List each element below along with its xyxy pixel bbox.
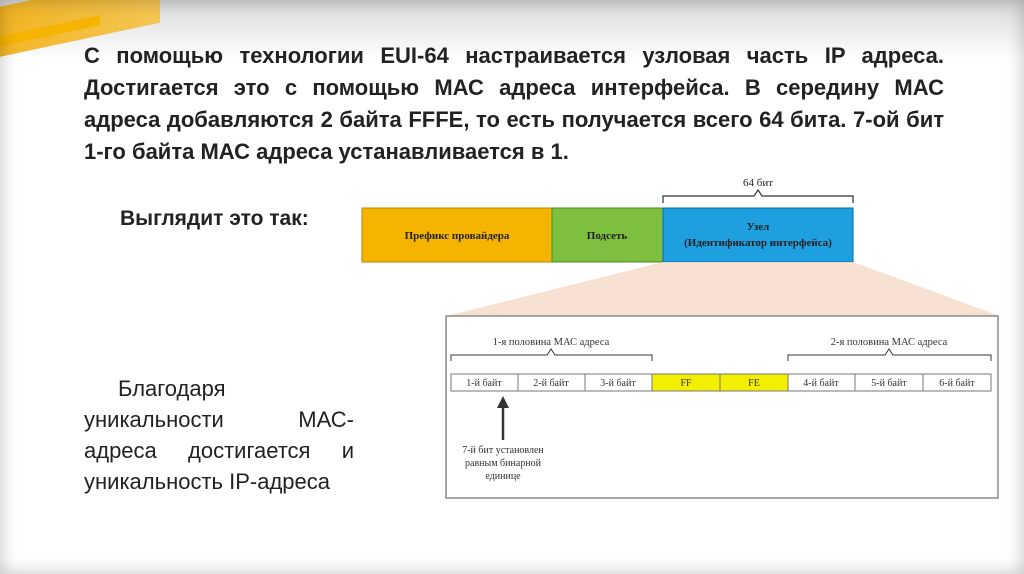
- segment-provider-label: Префикс провайдера: [404, 230, 510, 242]
- arrow-note-line-1: 7-й бит установлен: [462, 445, 544, 456]
- byte-label-5: 5-й байт: [871, 378, 907, 389]
- segment-host-label-1: Узел: [746, 221, 770, 233]
- zoom-trapezoid: [446, 262, 1000, 316]
- bits-brace: [663, 190, 853, 203]
- byte-label-3: 3-й байт: [600, 378, 636, 389]
- byte-label-fe: FE: [748, 378, 760, 389]
- arrow-note-line-3: единице: [485, 471, 521, 482]
- byte-label-4: 4-й байт: [803, 378, 839, 389]
- segment-host: [663, 208, 853, 262]
- arrow-note-line-2: равным бинарной: [465, 458, 541, 469]
- uniqueness-paragraph: Благодаря уникальности МАС-адреса достигается и уникальность IP-адреса: [84, 376, 354, 494]
- byte-label-ff: FF: [680, 378, 692, 389]
- segment-host-label-2: (Идентификатор интерфейса): [684, 237, 832, 249]
- looks-like-label: Выглядит это так:: [120, 207, 309, 230]
- half1-label: 1-я половина МАС адреса: [492, 337, 610, 348]
- segment-subnet-label: Подсеть: [586, 230, 628, 242]
- half2-label: 2-я половина МАС адреса: [830, 337, 948, 348]
- byte-label-1: 1-й байт: [466, 378, 502, 389]
- byte-label-2: 2-й байт: [533, 378, 569, 389]
- main-paragraph: С помощью технологии EUI-64 настраивается узловая часть IP адреса. Достигается это с помощью МАС адреса интерфейса. В середину МАС адреса добавляются 2 байта FFFE, то есть получается всего 64 бита. 7-ой бит 1-го байта МАС адреса устанавливается в 1.: [84, 43, 944, 164]
- byte-label-6: 6-й байт: [939, 378, 975, 389]
- bits-label: 64 бит: [742, 177, 774, 189]
